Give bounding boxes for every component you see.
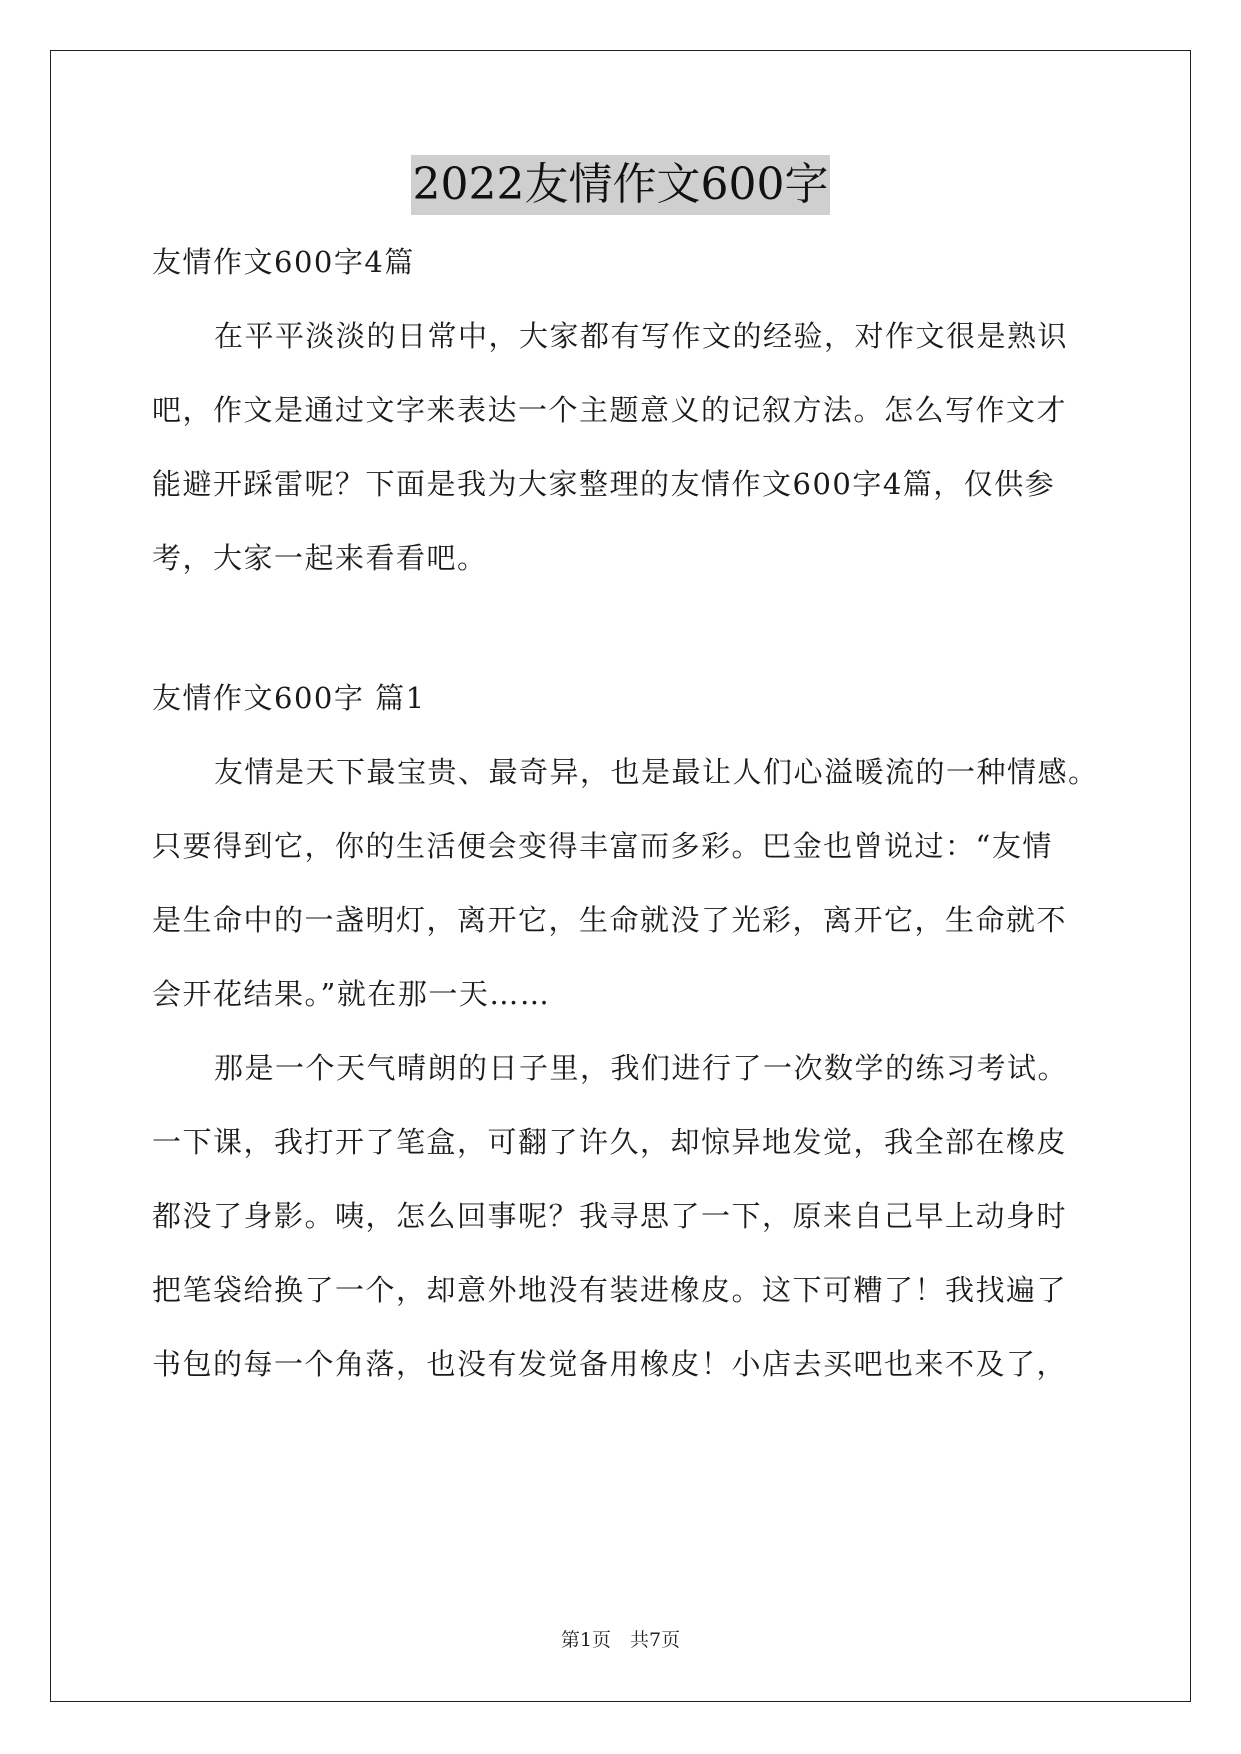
para1-line-3: 是生命中的一盏明灯，离开它，生命就没了光彩，离开它，生命就不 — [152, 903, 1068, 937]
para2-line-2: 一下课，我打开了笔盒，可翻了许久，却惊异地发觉，我全部在橡皮 — [152, 1125, 1068, 1159]
intro-line-4: 考，大家一起来看看吧。 — [152, 541, 488, 575]
para2-line-3: 都没了身影。咦，怎么回事呢？我寻思了一下，原来自己早上动身时 — [152, 1199, 1068, 1233]
page-border — [50, 50, 1191, 1702]
para2-line-1: 那是一个天气晴朗的日子里，我们进行了一次数学的练习考试。 — [214, 1051, 1069, 1085]
para2-line-5: 书包的每一个角落，也没有发觉备用橡皮！小店去买吧也来不及了， — [152, 1347, 1068, 1381]
section-heading: 友情作文600字 篇1 — [152, 681, 426, 715]
para1-line-2: 只要得到它，你的生活便会变得丰富而多彩。巴金也曾说过：“友情 — [152, 829, 1053, 863]
intro-line-3: 能避开踩雷呢？下面是我为大家整理的友情作文600字4篇，仅供参 — [152, 467, 1056, 501]
para2-line-4: 把笔袋给换了一个，却意外地没有装进橡皮。这下可糟了！我找遍了 — [152, 1273, 1068, 1307]
title-container — [0, 155, 1241, 215]
para1-line-1: 友情是天下最宝贵、最奇异，也是最让人们心溢暖流的一种情感。 — [214, 755, 1099, 789]
para1-line-4: 会开花结果。”就在那一天…… — [152, 977, 551, 1011]
page-footer: 第1页 共7页 — [560, 1629, 681, 1651]
intro-line-2: 吧，作文是通过文字来表达一个主题意义的记叙方法。怎么写作文才 — [152, 393, 1068, 427]
intro-line-1: 在平平淡淡的日常中，大家都有写作文的经验，对作文很是熟识 — [214, 319, 1069, 353]
document-title: 2022友情作文600字 — [411, 155, 831, 215]
subtitle: 友情作文600字4篇 — [152, 245, 415, 279]
